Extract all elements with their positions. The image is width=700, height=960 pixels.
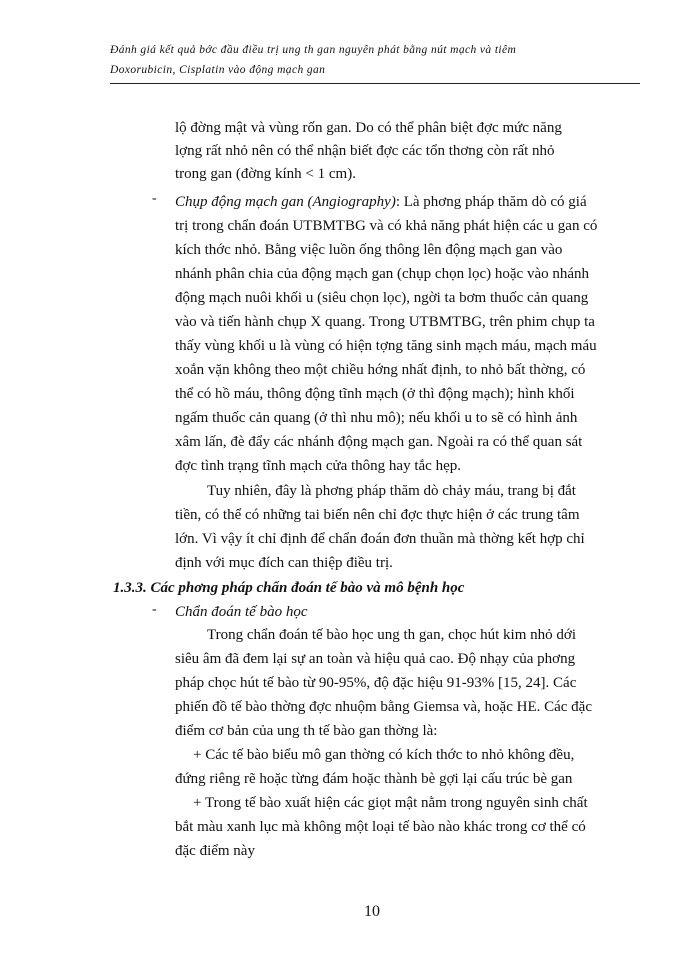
text-line: phiến đồ tế bào thờng đợc nhuộm bằng Giemsa và, hoặc HE. Các đặc bbox=[175, 699, 592, 715]
text-line: lớn. Vì vậy ít chỉ định để chẩn đoán đơn thuần mà thờng kết hợp chỉ bbox=[175, 531, 585, 547]
text-line: trị trong chẩn đoán UTBMTBG và có khả năng phát hiện các u gan có bbox=[175, 218, 598, 234]
header-line-2: Doxorubicin, Cisplatin vào động mạch gan bbox=[110, 64, 326, 76]
text-line: lộ đờng mật và vùng rốn gan. Do có thể phân biệt đợc mức năng bbox=[175, 120, 562, 136]
bullet-dash: - bbox=[152, 602, 157, 617]
running-header bbox=[110, 40, 640, 80]
text-line: trong gan (đờng kính < 1 cm). bbox=[175, 166, 356, 182]
text-line: định với mục đích can thiệp điều trị. bbox=[175, 555, 393, 571]
list-item: + Trong tế bào xuất hiện các giọt mật nằm trong nguyên sinh chất bbox=[193, 795, 588, 811]
text-line: lợng rất nhỏ nên có thể nhận biết đợc các tổn thơng còn rất nhỏ bbox=[175, 143, 555, 159]
text-line: ngấm thuốc cản quang (ở thì nhu mô); nếu khối u to sẽ có hình ảnh bbox=[175, 410, 578, 426]
header-line-1: Đánh giá kết quả bớc đầu điều trị ung th gan nguyên phát bằng nút mạch và tiêm bbox=[110, 44, 517, 56]
text-line: pháp chọc hút tế bào từ 90-95%, độ đặc hiệu 91-93% [15, 24]. Các bbox=[175, 675, 577, 691]
angiography-term: Chụp động mạch gan (Angiography) bbox=[175, 194, 396, 210]
text-line: xoắn vặn không theo một chiều hớng nhất định, to nhỏ bất thờng, có bbox=[175, 362, 586, 378]
cytology-subheading: Chẩn đoán tế bào học bbox=[175, 604, 308, 620]
angiography-first-line-rest: : Là phơng pháp thăm dò có giá bbox=[395, 194, 587, 210]
text-line: vào và tiến hành chụp X quang. Trong UTBMTBG, trên phim chụp ta bbox=[175, 314, 595, 330]
section-heading: 1.3.3. Các phơng pháp chẩn đoán tế bào và mô bệnh học bbox=[113, 580, 465, 596]
list-item: + Các tế bào biểu mô gan thờng có kích thớc to nhỏ không đều, bbox=[193, 747, 575, 763]
text-line: đặc điểm này bbox=[175, 843, 255, 859]
text-line: động mạch nuôi khối u (siêu chọn lọc), ngời ta bơm thuốc cản quang bbox=[175, 290, 589, 306]
text-line: Trong chẩn đoán tế bào học ung th gan, chọc hút kim nhỏ dới bbox=[207, 627, 576, 643]
text-line: bắt màu xanh lục mà không một loại tế bào nào khác trong cơ thể có bbox=[175, 819, 586, 835]
text-line: siêu âm đã đem lại sự an toàn và hiệu quả cao. Độ nhạy của phơng bbox=[175, 651, 576, 667]
text-line: thể có hồ máu, thông động tĩnh mạch (ở thì động mạch); hình khối bbox=[175, 386, 575, 402]
header-divider bbox=[110, 83, 640, 84]
angiography-first-line bbox=[175, 192, 587, 212]
text-line: đứng riêng rẽ hoặc từng đám hoặc thành bè gợi lại cấu trúc bè gan bbox=[175, 771, 573, 787]
text-line: tiền, có thể có những tai biến nên chỉ đợc thực hiện ở các trung tâm bbox=[175, 507, 580, 523]
text-line: thấy vùng khối u là vùng có hiện tợng tăng sinh mạch máu, mạch máu bbox=[175, 338, 597, 354]
bullet-dash: - bbox=[152, 191, 157, 206]
text-line: kích thớc nhỏ. Bằng việc luồn ống thông lên động mạch gan vào bbox=[175, 242, 563, 258]
text-line: điểm cơ bản của ung th tế bào gan thờng là: bbox=[175, 723, 438, 739]
text-line: nhánh phân chia của động mạch gan (chụp chọn lọc) hoặc vào nhánh bbox=[175, 266, 590, 282]
text-line: đợc tình trạng tĩnh mạch cửa thông hay tắc hẹp. bbox=[175, 458, 461, 474]
text-line: Tuy nhiên, đây là phơng pháp thăm dò chảy máu, trang bị đắt bbox=[207, 483, 576, 499]
text-line: xâm lấn, đè đẩy các nhánh động mạch gan. Ngoài ra có thể quan sát bbox=[175, 434, 583, 450]
page-number: 10 bbox=[364, 903, 380, 920]
